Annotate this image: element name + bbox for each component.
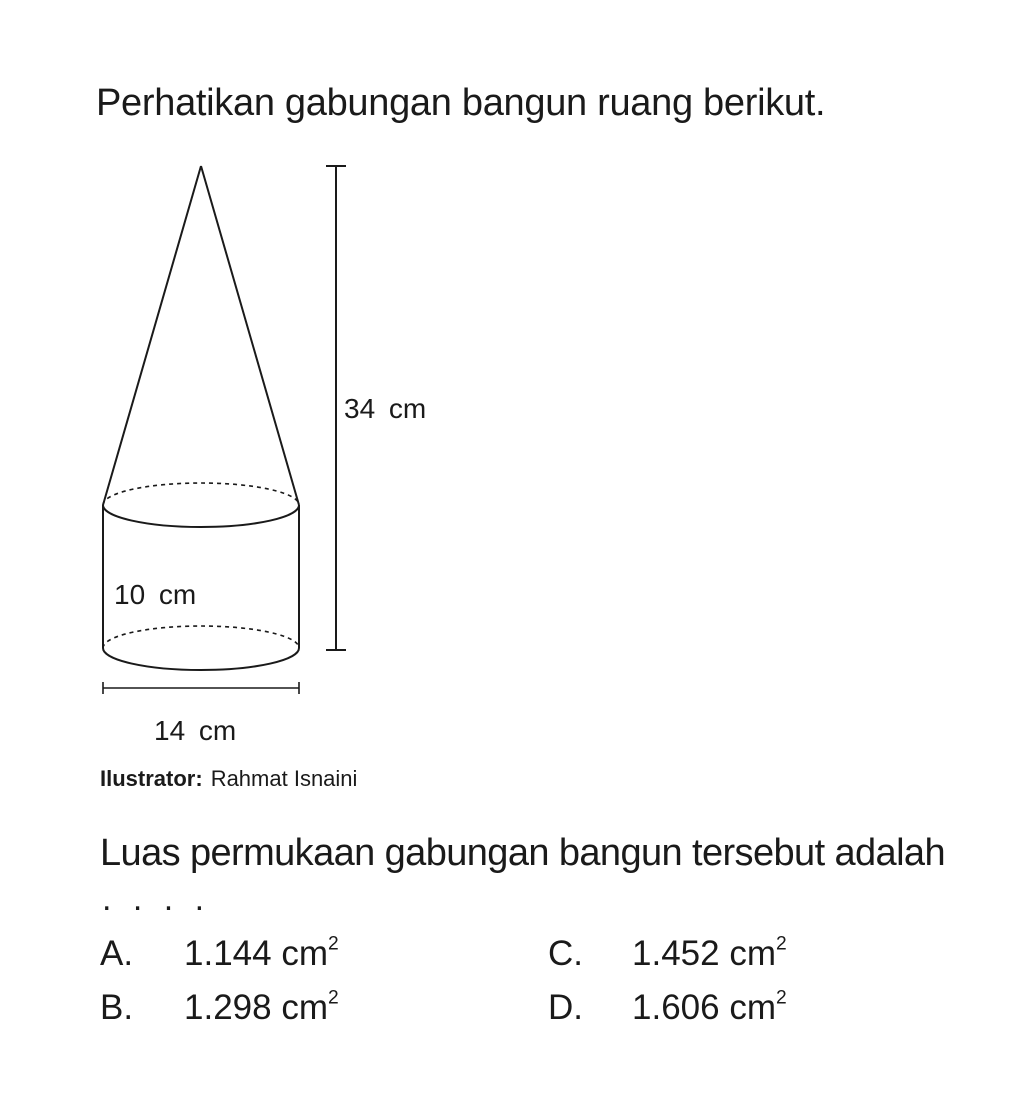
intro-text: Perhatikan gabungan bangun ruang berikut. [96, 82, 826, 124]
cylinder-top-front-arc [103, 505, 299, 527]
illustrator-label: Ilustrator: [100, 766, 203, 791]
option-value: 1.144 [184, 934, 272, 973]
cylinder-height-label: 10 cm [114, 579, 197, 610]
cylinder-bottom-back-arc [103, 626, 299, 648]
illustrator-name: Rahmat Isnaini [210, 766, 358, 791]
cylinder-bottom-front-arc [103, 648, 299, 670]
option-unit: cm [281, 988, 328, 1027]
option-exponent: 2 [327, 987, 339, 1009]
option-letter: B. [100, 988, 134, 1027]
cylinder-top-back-arc [103, 483, 299, 505]
illustrator-credit [100, 766, 357, 792]
option-letter: A. [100, 934, 134, 973]
option-letter: D. [548, 988, 583, 1027]
cone-right-edge [201, 166, 299, 505]
option-value: 1.298 [184, 988, 272, 1027]
total-height-label: 34 cm [344, 393, 427, 424]
option-exponent: 2 [775, 987, 787, 1009]
cone-left-edge [103, 166, 201, 505]
option-b[interactable] [100, 988, 339, 1028]
option-d[interactable] [548, 988, 787, 1028]
option-letter: C. [548, 934, 583, 973]
option-exponent: 2 [327, 933, 339, 955]
option-value: 1.606 [632, 988, 720, 1027]
option-unit: cm [281, 934, 328, 973]
option-c[interactable] [548, 934, 787, 974]
question-dots: . . . . [102, 880, 211, 918]
option-a[interactable] [100, 934, 339, 974]
option-value: 1.452 [632, 934, 720, 973]
option-exponent: 2 [775, 933, 787, 955]
diameter-label: 14 cm [154, 715, 237, 746]
option-unit: cm [729, 934, 776, 973]
option-unit: cm [729, 988, 776, 1027]
question-text: Luas permukaan gabungan bangun tersebut adalah [100, 832, 945, 874]
